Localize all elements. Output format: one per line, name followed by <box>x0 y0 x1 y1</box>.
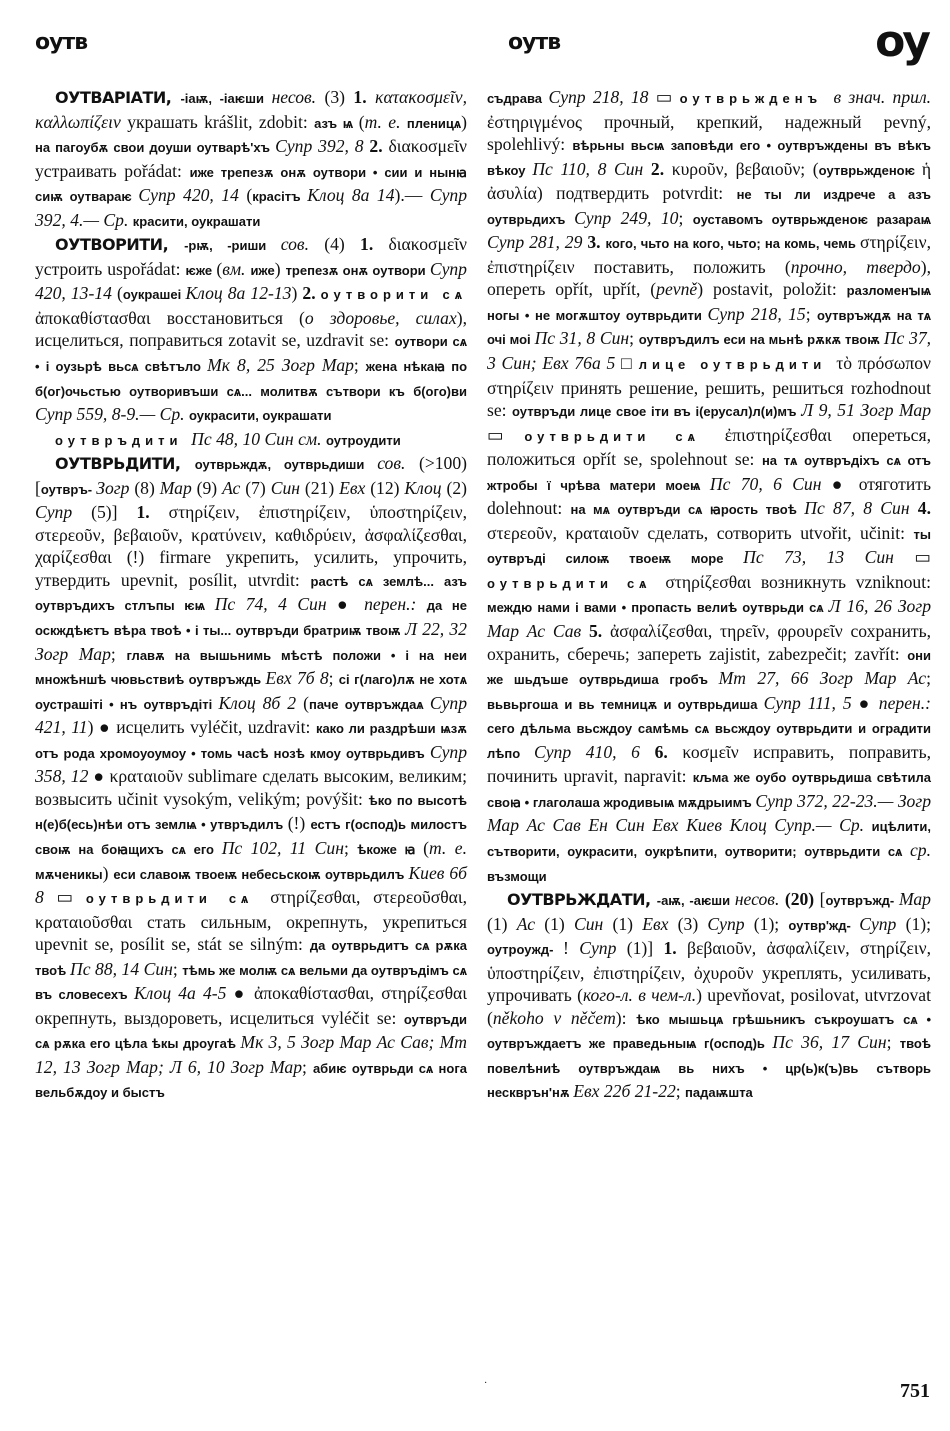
bold-text: 1. <box>663 938 688 959</box>
italic-text: прочно, твердо <box>790 256 921 277</box>
slavonic-text: оутвръди лице свое іти въ і(ерусал)л(и)мъ <box>512 404 802 420</box>
slavonic-text: междю нами і вами • пропасть велиѣ оутврьди сѧ <box>487 600 829 616</box>
slavonic-text: красітъ <box>252 189 308 205</box>
bold-text: (20) <box>784 889 820 910</box>
slavonic-text: да не оскждѣѥтъ вѣра твоѣ • і ты... оутвръди братриѭ твоѭ <box>35 598 467 639</box>
slavonic-text: иже <box>250 262 275 278</box>
text: ἀποκαθίστασθαι восстановиться ( <box>35 307 305 328</box>
text: (7) <box>245 477 271 498</box>
slavonic-text: азъ ѩ <box>314 115 359 131</box>
text: (2) <box>446 477 467 498</box>
italic-text: несов. <box>734 889 785 910</box>
italic-text: Пс 37, 3 Син; Евх 76а 5 <box>487 328 932 374</box>
slavonic-text: тѣмь же молѭ сѧ вельми да оутвръдімъ сѧ въ словесехъ <box>35 962 468 1003</box>
italic-text: Пс 36, 17 Син <box>772 1032 887 1053</box>
right-column <box>487 86 931 1105</box>
spaced-phrase: оутврьдити сѧ <box>487 575 666 591</box>
text: ; <box>926 668 931 689</box>
text: ▭ <box>914 547 931 568</box>
slavonic-text: -іаѭ, -іаѥши <box>180 91 272 106</box>
italic-text: Супр 358, 12 <box>35 741 467 787</box>
italic-text: Супр 420, 14 <box>138 185 247 206</box>
text: ▭ <box>487 424 525 445</box>
italic-text: кого-л. в чем-л. <box>582 985 697 1006</box>
text: (!) <box>287 813 311 834</box>
dictionary-entry <box>35 452 467 1105</box>
running-head-left: оутв <box>35 30 88 55</box>
italic-text: Евх <box>642 913 678 934</box>
italic-text: Супр 218, 18 <box>548 87 656 107</box>
slavonic-text: оутвръжд- <box>825 893 899 909</box>
italic-text: Пс 73, 13 Син <box>743 547 915 568</box>
text: ; <box>343 837 358 858</box>
text: ) <box>291 283 303 304</box>
italic-text: Супр <box>859 913 906 934</box>
bold-text: 1. <box>353 87 375 107</box>
italic-text: Пс 87, 8 Син <box>804 498 918 519</box>
text: (8) <box>134 477 160 498</box>
slavonic-text: оутвръ- <box>40 481 97 497</box>
italic-text: т. е. <box>428 837 467 858</box>
slavonic-text: мѫченикы <box>35 866 103 882</box>
italic-text: перен.: <box>878 692 931 713</box>
slavonic-text: оутвръдилъ еси на мьнѣ рѫкѫ твоѭ <box>638 332 884 348</box>
text: украшать krášlit, zdobit: <box>127 111 315 132</box>
text: ) <box>102 862 114 883</box>
slavonic-text: на пагоубѫ свои доуши оутварѣ'хъ <box>35 140 276 156</box>
text: ἐπιστηρίζεσθαι опереться, положиться opřít se, spolehnout se: <box>487 424 931 470</box>
text: ) postavit, položit: <box>697 279 847 300</box>
slavonic-text: како ли раздрѣши ѩзѫ отъ рода хромоуоумоу • томь часѣ нозѣ кмоу оутврьдивъ <box>35 721 467 761</box>
text: διακοσμεῖν устроить uspořádat: <box>35 234 467 279</box>
text: ( <box>116 283 123 304</box>
slavonic-text: на тѧ оутвръдіхъ сѧ отъ жтробы ї чрѣва матери моеѩ <box>487 453 931 493</box>
text: ; <box>629 328 639 349</box>
spaced-phrase: оутврьдити сѧ <box>85 891 271 907</box>
text: βεβαιοῦν, ἀσφαλίζειν, στηρίζειν, ὑποστηρίζειν, ἐπιστηρίζειν, ὀχυροῦν укреплять, усиливать, упрочивать ( <box>487 938 931 1006</box>
italic-text: Клоц 8б 2 <box>218 692 304 713</box>
text: ; <box>886 1032 900 1053</box>
slavonic-text: они же шьдъше оутврьдиша гробъ <box>487 647 931 688</box>
italic-text: несов. <box>271 87 325 107</box>
italic-text: Киев 6б 8 <box>35 862 467 908</box>
slavonic-text: ицѣлити, сътворити, оукрасити, оукрѣпити, оутворити; оутврьдити сѧ <box>487 819 931 859</box>
text: (3) <box>324 87 354 107</box>
slavonic-text: -рѭ, -риши <box>184 238 281 254</box>
bold-text: 3. <box>587 232 606 253</box>
slavonic-text: оукрасити, оукрашати <box>188 408 332 424</box>
slavonic-text: оутвръди сѧ рѫка его цѣла ѣкы дроугаѣ <box>35 1011 467 1052</box>
text: κυροῦν, βεβαιοῦν; ( <box>671 158 819 179</box>
italic-text: Пс 110, 8 Син <box>532 158 651 179</box>
bold-text: 1. <box>360 234 389 255</box>
slavonic-text: вьвьргоша и вь темницѫ и оутврьдиша <box>487 696 764 712</box>
italic-text: Клоц 8а 12-13 <box>185 283 292 304</box>
italic-text: перен.: <box>364 594 427 615</box>
text: στερεοῦν, κραταιοῦν сделать, сотворить utvořit, učinit: <box>487 522 914 543</box>
text: στηρίζεσθαι возникнуть vzniknout: <box>665 571 931 592</box>
slavonic-text: вѣрьны вьсѩ заповѣди его • оутвръждены въ вѣкъ вѣкоу <box>487 138 931 178</box>
italic-text: о здоровье, силах <box>304 307 457 328</box>
text: ( <box>246 185 253 206</box>
slavonic-text: оуставомъ оутврьжденоѥ разараѩ <box>692 211 931 227</box>
text: [ <box>819 889 826 910</box>
italic-text: Син <box>270 477 305 498</box>
text: ( <box>358 111 365 132</box>
italic-text: Супр 559, 8-9.— Ср. <box>35 404 189 425</box>
italic-text: Супр <box>579 938 627 959</box>
slavonic-text: кљма же оубо оутврьдиша свѣтила своꙗ • глаголаша жродивыѩ мѫдрыимъ <box>487 770 931 810</box>
text: (5)] <box>91 502 137 523</box>
text: ; <box>805 303 817 324</box>
print-speck: · <box>484 1378 488 1389</box>
italic-text: Мар <box>159 477 197 498</box>
italic-text: т. е. <box>364 111 407 132</box>
italic-text: сов. <box>280 234 325 255</box>
slavonic-text: ѥже <box>185 262 217 278</box>
slavonic-text: ѣкоже ꙗ <box>357 841 424 857</box>
italic-text: Супр 249, 10 <box>574 207 679 228</box>
text: ) upevňovat, posilovat, utvrzovat ( <box>487 985 932 1028</box>
slavonic-text: оутврьждѫ, оутврьдиши <box>194 457 378 473</box>
text: ), исцелиться, поправиться zotavit se, uzdravit se: <box>35 307 467 351</box>
italic-text: Мар <box>898 889 931 910</box>
text: στηρίζειν, ἐπιστηρίζειν, ὑποστηρίζειν, στερεοῦν, βεβαιοῦν, κρατύνειν, καθιδρύειν, ἀσφαλίζεσθαι, χαρίζεσθαι (!) firmare укрепить, усилить, упрочить, утвердить upevnit, posílit, utvrdit: <box>35 502 468 590</box>
slavonic-text: иже трепезѫ онѫ оутвори • сии и нынꙗ сиѭ оутвараѥ <box>35 164 467 205</box>
text: (3) <box>677 913 708 934</box>
italic-text: Пс 74, 4 Син <box>214 594 338 615</box>
text: (1); <box>905 913 931 934</box>
italic-text: см. <box>298 428 326 449</box>
text: □ <box>621 353 639 374</box>
text: ; <box>110 643 127 664</box>
slavonic-text: разломенꙑѩ ногы • не могѫштоу оутврьдити <box>487 283 931 323</box>
italic-text: Супр <box>707 913 754 934</box>
slavonic-text: пленицѧ <box>406 115 462 131</box>
slavonic-text: растѣ сѧ землѣ... азъ оутвръдихъ стлъпы ѥѩ <box>35 573 467 614</box>
slavonic-text: оукрашеі <box>122 287 186 303</box>
italic-text: Пс 88, 14 Син <box>70 958 173 979</box>
slavonic-text: сі г(лаго)лѫ не хотѧ оустрашіті • нъ оутвръдіті <box>35 672 467 712</box>
slavonic-text: на мѧ оутвръди сѧ ꙗрость твоѣ <box>570 502 805 518</box>
italic-text: Супр <box>35 502 92 523</box>
slavonic-text: оутроудити <box>325 432 401 448</box>
spaced-phrase: оутвръдити <box>55 432 192 448</box>
spaced-phrase: лице оутврьдити <box>638 357 837 373</box>
italic-text: někoho v něčem <box>492 1007 616 1028</box>
slavonic-text: възмощи <box>487 868 547 884</box>
italic-text: Супр 111, 5 <box>763 692 859 713</box>
dictionary-entry <box>487 86 931 888</box>
page-number: 751 <box>900 1380 930 1402</box>
italic-text: Л 9, 51 Зогр Мар <box>801 400 931 421</box>
text: (1) <box>487 913 517 934</box>
spaced-phrase: оутврьдити сѧ <box>524 428 725 444</box>
text: (9) <box>196 477 223 498</box>
text: ● <box>337 594 365 615</box>
italic-text: Евх 22б 21-22 <box>573 1081 676 1102</box>
slavonic-text: красити, оукрашати <box>132 213 261 229</box>
italic-text: Супр 281, 29 <box>487 232 588 253</box>
slavonic-text: ѣко мышьцѧ грѣшьникъ съкроушатъ сѧ • оутвръждаетъ же праведьныѩ г(оспод)ь <box>487 1011 931 1052</box>
text: ἡ ἀσυλία) подтвердить potvrdit: <box>487 158 932 204</box>
text: ) ● исцелить vyléčit, uzdravit: <box>87 717 316 738</box>
italic-text: Мт 27, 66 Зогр Мар Ас <box>718 668 927 689</box>
italic-text: pevně <box>656 279 698 300</box>
italic-text: Ас <box>222 477 246 498</box>
text: διακοσμεῖν устраивать pořádat: <box>35 136 467 181</box>
italic-text: Пс 102, 11 Син <box>221 837 344 858</box>
running-head-center: оутв <box>508 30 561 55</box>
text: ; <box>675 1081 686 1102</box>
text: ἐστηριγμένος прочный, крепкий, надежный pevný, spolehlivý: <box>487 111 931 155</box>
italic-text: Супр 421, 11 <box>35 692 467 738</box>
italic-text: Пс 48, 10 Син <box>191 428 299 449</box>
text: τὸ πρόσωπον στηρίζειν принять решение, решить, решиться rozhodnout se: <box>487 353 931 421</box>
bold-text: 6. <box>654 741 683 762</box>
italic-text: Мк 3, 5 Зогр Мар Ас Сав; Мт 12, 13 Зогр Мар; Л 6, 10 Зогр Мар <box>35 1032 467 1077</box>
text: ἀσφαλίζεσθαι, τηρεῖν, φρουρεῖν сохранить, охранить, сберечь; запереть zajistit, zabezpečit; zavřít: <box>487 621 931 664</box>
italic-text: Зогр <box>96 477 135 498</box>
italic-text: Син <box>574 913 613 934</box>
italic-text: вм. <box>222 258 251 279</box>
running-head-right: оу <box>875 16 928 67</box>
slavonic-text: естъ г(оспод)ь милостъ своѭ на боꙗщихъ сѧ его <box>35 817 467 857</box>
headword: ОУТВАРІАТИ, <box>55 88 181 107</box>
bold-text: 5. <box>588 621 610 642</box>
text: ▭ <box>56 887 86 908</box>
text: ; <box>353 355 366 376</box>
slavonic-text: -аѭ, -аѥши <box>656 893 735 909</box>
slavonic-text: оутвр'жд- <box>788 917 860 933</box>
slavonic-text: ты оутвръді силоѭ твоеѭ море <box>487 526 931 567</box>
text: ( <box>423 837 429 858</box>
italic-text: Евх <box>339 477 371 498</box>
spaced-phrase: оутврьжденъ <box>679 91 834 106</box>
text: ).— <box>394 185 430 206</box>
text: ; <box>302 1056 313 1077</box>
slavonic-text: паче оутвръждаѧ <box>308 696 430 712</box>
text: (4) <box>324 234 361 255</box>
text: (>100) [ <box>35 453 467 498</box>
text: ● ἀποκαθίστασθαι, στηρίζεσθαι окрепнуть, выздороветь, исцелиться vyléčit se: <box>35 983 467 1028</box>
italic-text: в знач. прил. <box>833 87 932 107</box>
italic-text: Пс 31, 8 Син <box>534 328 630 349</box>
slavonic-text: падаѭшта <box>685 1085 753 1101</box>
slavonic-text: оутвръждѫ на тѧ очі моі <box>487 307 931 348</box>
text: (12) <box>370 477 405 498</box>
dictionary-entry <box>35 233 467 427</box>
text: ; <box>172 958 183 979</box>
headword: ОУТВРЬЖДАТИ, <box>507 890 657 910</box>
text: (1) <box>544 913 575 934</box>
text: ! <box>563 938 580 959</box>
slavonic-text: да оутврьдитъ сѧ рѫка твоѣ <box>35 938 467 978</box>
italic-text: Евх 7б 8 <box>265 668 329 689</box>
text: ; <box>678 207 693 228</box>
text: ● <box>858 692 879 713</box>
text: ) <box>274 258 286 279</box>
text: ( <box>303 692 309 713</box>
slavonic-text: жена нѣкаꙗ по б(ог)очьстью оутворивъши сѧ... молитвѫ сътвори къ б(ого)ви <box>35 359 468 399</box>
text: ▭ <box>655 87 680 107</box>
italic-text: Л 16, 26 Зогр Мар Ас Сав <box>487 596 931 642</box>
bold-text: 2. <box>302 283 321 304</box>
text: ( <box>216 258 223 279</box>
slavonic-text: съдрава <box>487 91 549 106</box>
text: ) <box>461 111 467 132</box>
spaced-phrase: оутворити сѧ <box>320 287 467 303</box>
italic-text: сов. <box>377 453 419 474</box>
italic-text: Клоц 8а 14 <box>307 185 395 206</box>
bold-text: 1. <box>136 502 169 523</box>
italic-text: Супр 420, 13-14 <box>35 258 467 304</box>
slavonic-text: оутврьжденоѥ <box>818 162 922 178</box>
slavonic-text: сего дѣльма вьсждоу самѣмь сѧ вьсждоу оутврьдити и оградити лѣпо <box>487 721 931 761</box>
italic-text: Супр 410, 6 <box>534 741 655 762</box>
slavonic-text: кого, чьто на кого, чьто; на комь, чемь <box>605 236 860 252</box>
text: (1); <box>753 913 789 934</box>
slavonic-text: главѫ на вышьнимь мѣстѣ положи • і на неи множѣншѣ чювьствиѣ оутвръждь <box>35 647 467 688</box>
text: ● κραταιοῦν sublimare сделать высоким, великим; возвысить učinit vysokým, velikým; povýšit: <box>35 766 467 809</box>
slavonic-text: не ты ли издрече а азъ оутврьдихъ <box>487 187 931 227</box>
dictionary-entry <box>487 888 931 1105</box>
italic-text: Ас <box>516 913 545 934</box>
slavonic-text: абиѥ оутврьди сѧ нога вельбѫдоу и быстъ <box>35 1060 467 1101</box>
italic-text: Супр 392, 8 <box>275 136 370 157</box>
text: κοσμεῖν исправить, поправить, починить upravit, napravit: <box>487 741 932 787</box>
slavonic-text: трепезѫ онѫ оутвори <box>285 262 430 278</box>
bold-text: 2. <box>369 136 389 157</box>
italic-text: Л 22, 32 Зогр Мар <box>35 619 467 664</box>
text: (1)] <box>626 938 664 959</box>
bold-text: 2. <box>650 158 672 179</box>
italic-text: Супр 372, 22-23.— Зогр Мар Ас Сав Ен Син Евх Киев Клоц Супр.— Ср. <box>487 790 931 836</box>
dictionary-entry <box>35 86 467 233</box>
italic-text: Супр 392, 4.— Ср. <box>35 185 467 230</box>
text: ; <box>328 668 339 689</box>
text: ● отяготить dolehnout: <box>487 473 931 519</box>
slavonic-text: твоѣ повелѣниѣ оутвръждаѩ вь нихъ • цр(ь)к(ъ)вь сътворь нескврън'нѫ <box>487 1036 931 1101</box>
text: (1) <box>612 913 643 934</box>
dictionary-entry <box>35 428 467 453</box>
slavonic-text: еси славоѭ твоеѭ небесьскоѭ оутврьдилъ <box>113 866 409 882</box>
italic-text: ср. <box>909 839 931 860</box>
headword: ОУТВРЬДИТИ, <box>55 454 195 474</box>
italic-text: Пс 70, 6 Син <box>709 473 832 494</box>
text: ), опереть opřít, upřít, ( <box>487 256 931 300</box>
italic-text: κατακοσμεῖν, καλλωπίζειν <box>35 87 467 132</box>
slavonic-text: ѣко по высотѣ н(е)б(есь)нѣи отъ землѩ • утвръдилъ <box>35 792 467 833</box>
slavonic-text: оутвори сѧ • і оузьрѣ вьсѧ свѣтъло <box>35 334 468 375</box>
text: (21) <box>304 477 340 498</box>
italic-text: Клоц <box>404 477 447 498</box>
text: ): <box>615 1007 637 1028</box>
text: στηρίζεσθαι, στερεοῦσθαι, κραταιοῦσθαι стать сильным, окрепнуть, укрепиться upevnit se, posílit se, stát se silným: <box>35 887 467 955</box>
italic-text: Клоц 4а 4-5 <box>133 983 234 1004</box>
headword: ОУТВОРИТИ, <box>55 235 185 255</box>
slavonic-text: оутроужд- <box>487 942 563 958</box>
bold-text: 4. <box>917 498 931 519</box>
italic-text: Супр 218, 15 <box>707 303 806 324</box>
text: στηρίζειν, ἐπιστηρίζειν поставить, положить ( <box>487 232 932 277</box>
italic-text: Мк 8, 25 Зогр Мар <box>207 355 354 376</box>
left-column <box>35 86 467 1105</box>
